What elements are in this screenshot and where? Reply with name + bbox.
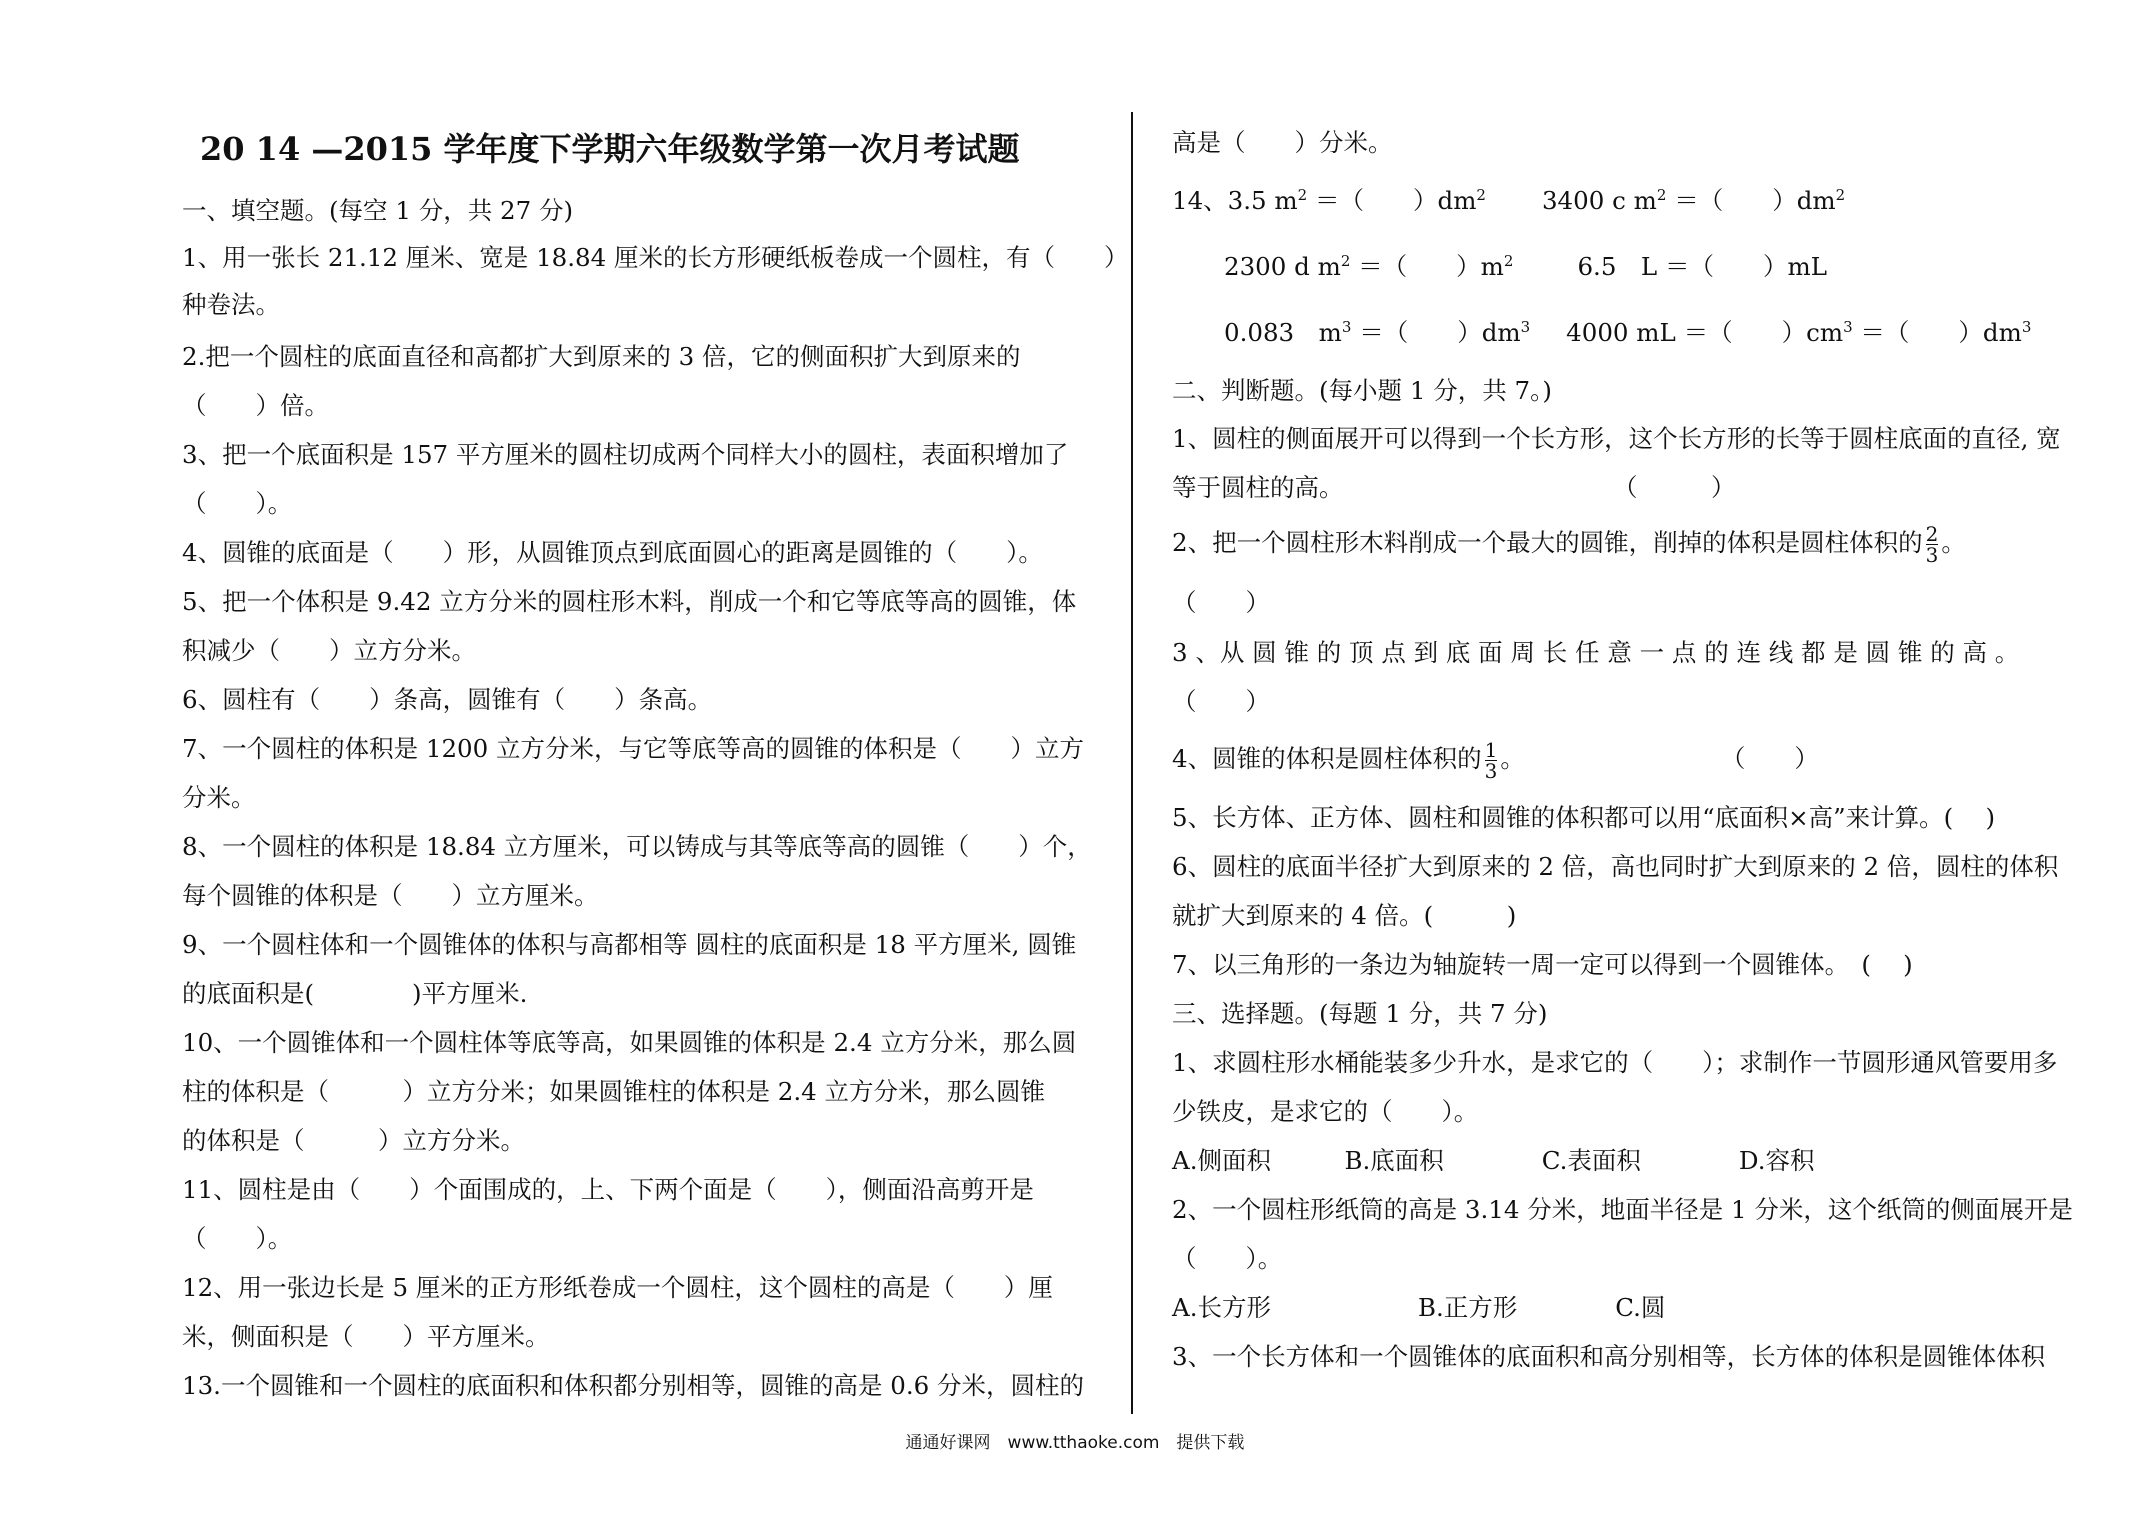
unit-conversion-row (1224, 252, 1827, 282)
question-line: 3、一个长方体和一个圆锥体的底面积和高分别相等，长方体的体积是圆锥体体积 (1172, 1342, 2046, 1371)
choice-options: A.侧面积 B.底面积 C.表面积 D.容积 (1172, 1146, 1815, 1175)
choice-options: A.长方形 B.正方形 C.圆 (1172, 1293, 1666, 1322)
unit-conversion-row (1172, 186, 1845, 216)
question-line: （ ）倍。 (182, 391, 329, 420)
superscript: 3 (1520, 318, 1531, 336)
fraction-denominator: 3 (1484, 759, 1498, 783)
superscript: 2 (1835, 186, 1846, 204)
question-line: 2.把一个圆柱的底面直径和高都扩大到原来的 3 倍，它的侧面积扩大到原来的 (182, 342, 1021, 371)
superscript: 2 (1503, 252, 1514, 270)
superscript: 2 (1476, 186, 1486, 204)
section-fill-blank-heading: 一、填空题。(每空 1 分，共 27 分) (182, 196, 574, 225)
conversion-text: ＝（ ）dm (1307, 186, 1477, 215)
fraction (1485, 740, 1498, 781)
question-line: 1、用一张长 21.12 厘米、宽是 18.84 厘米的长方形硬纸板卷成一个圆柱，有（ ） (182, 243, 1129, 272)
question-line: 种卷法。 (182, 290, 280, 319)
page-footer: 通通好课网 www.tthaoke.com 提供下载 (905, 1433, 1245, 1453)
question-line: 10、一个圆锥体和一个圆柱体等底等高，如果圆锥的体积是 2.4 立方分米，那么圆 (182, 1028, 1077, 1057)
question-line: 6、圆柱的底面半径扩大到原来的 2 倍，高也同时扩大到原来的 2 倍，圆柱的体积 (1172, 852, 2059, 881)
unit-conversion-row (1224, 318, 2031, 348)
question-line: 的体积是（ ）立方分米。 (182, 1126, 525, 1155)
fraction-numerator: 1 (1484, 738, 1498, 762)
question-line: 每个圆锥的体积是（ ）立方厘米。 (182, 881, 599, 910)
question-line: 1、求圆柱形水桶能装多少升水，是求它的（ ）；求制作一节圆形通风管要用多 (1172, 1048, 2058, 1077)
question-line: 米，侧面积是（ ）平方厘米。 (182, 1322, 550, 1351)
question-line: 8、一个圆柱的体积是 18.84 立方厘米，可以铸成与其等底等高的圆锥（ ）个， (182, 832, 1092, 861)
question-text: 。 （ ） (1500, 744, 1819, 773)
question-line: 就扩大到原来的 4 倍。( ) (1172, 901, 1517, 930)
section-choice-heading: 三、选择题。(每题 1 分，共 7 分) (1172, 999, 1548, 1028)
superscript: 2 (1297, 186, 1308, 204)
conversion-text: 14、3.5 m (1172, 186, 1298, 215)
question-line: （ ） (1172, 687, 1270, 716)
superscript: 3 (2021, 318, 2032, 336)
question-line: 7、以三角形的一条边为轴旋转一周一定可以得到一个圆锥体。 ( ) (1172, 950, 1913, 979)
question-line: （ ）。 (1172, 1244, 1283, 1273)
superscript: 3 (1341, 318, 1352, 336)
question-line (1172, 524, 1966, 565)
question-line: 分米。 (182, 783, 256, 812)
question-line: 9、一个圆柱体和一个圆锥体的体积与高都相等 圆柱的底面积是 18 平方厘米, 圆锥 (182, 930, 1077, 959)
page-title: 20 14 —2015 学年度下学期六年级数学第一次月考试题 (200, 130, 1020, 168)
question-line: 高是（ ）分米。 (1172, 128, 1393, 157)
conversion-text: ＝（ ）dm (1351, 318, 1521, 347)
question-line: 的底面积是( )平方厘米. (182, 979, 528, 1008)
fraction (1926, 524, 1939, 565)
fraction-denominator: 3 (1925, 543, 1939, 567)
fraction-numerator: 2 (1925, 522, 1939, 546)
superscript: 3 (1843, 318, 1853, 336)
column-divider (1131, 112, 1133, 1414)
question-line: 6、圆柱有（ ）条高，圆锥有（ ）条高。 (182, 685, 713, 714)
conversion-text: 3400 c m (1541, 186, 1657, 215)
question-line: 柱的体积是（ ）立方分米；如果圆锥柱的体积是 2.4 立方分米，那么圆锥 (182, 1077, 1046, 1106)
question-line: 12、用一张边长是 5 厘米的正方形纸卷成一个圆柱，这个圆柱的高是（ ）厘 (182, 1273, 1053, 1302)
question-text: 4、圆锥的体积是圆柱体积的 (1172, 744, 1482, 773)
question-line: 3、把一个底面积是 157 平方厘米的圆柱切成两个同样大小的圆柱，表面积增加了 (182, 440, 1069, 469)
question-line (1172, 740, 1819, 781)
question-line: 5、长方体、正方体、圆柱和圆锥的体积都可以用“底面积×高”来计算。( ) (1172, 803, 1996, 832)
question-line: （ ） (1172, 588, 1270, 617)
question-line: 4、圆锥的底面是（ ）形，从圆锥顶点到底面圆心的距离是圆锥的（ ）。 (182, 538, 1043, 567)
question-line: 5、把一个体积是 9.42 立方分米的圆柱形木料，削成一个和它等底等高的圆锥，体 (182, 587, 1077, 616)
question-line: 7、一个圆柱的体积是 1200 立方分米，与它等底等高的圆锥的体积是（ ）立方 (182, 734, 1085, 763)
question-line: 等于圆柱的高。 （ ） (1172, 473, 1736, 502)
conversion-text: 4000 mL ＝（ ）cm (1566, 318, 1844, 347)
superscript: 2 (1340, 252, 1351, 270)
section-judgement-heading: 二、判断题。(每小题 1 分，共 7。) (1172, 376, 1552, 405)
question-line: 11、圆柱是由（ ）个面围成的，上、下两个面是（ ），侧面沿高剪开是 (182, 1175, 1034, 1204)
question-line: （ ）。 (182, 1224, 293, 1253)
question-text: 2、把一个圆柱形木料削成一个最大的圆锥，削掉的体积是圆柱体积的 (1172, 528, 1923, 557)
question-line: 1、圆柱的侧面展开可以得到一个长方形，这个长方形的长等于圆柱底面的直径, 宽 (1172, 424, 2061, 453)
question-line: 13.一个圆锥和一个圆柱的底面积和体积都分别相等，圆锥的高是 0.6 分米，圆柱的 (182, 1371, 1084, 1400)
question-line: 3 、从 圆 锥 的 顶 点 到 底 面 周 长 任 意 一 点 的 连 线 都 是 圆 锥 的 高 。 (1172, 638, 2020, 667)
conversion-text: ＝（ ）dm (1666, 186, 1836, 215)
conversion-text: 2300 d m (1224, 252, 1341, 281)
conversion-text: 6.5 L ＝（ ）mL (1577, 252, 1827, 281)
conversion-text: ＝（ ）m (1350, 252, 1504, 281)
question-line: 2、一个圆柱形纸筒的高是 3.14 分米，地面半径是 1 分米，这个纸筒的侧面展开是 (1172, 1195, 2073, 1224)
question-line: （ ）。 (182, 489, 293, 518)
superscript: 2 (1656, 186, 1667, 204)
conversion-text: ＝（ ）dm (1852, 318, 2022, 347)
question-line: 积减少（ ）立方分米。 (182, 636, 476, 665)
question-text: 。 (1941, 528, 1966, 557)
conversion-text: 0.083 m (1224, 318, 1342, 347)
question-line: 少铁皮，是求它的（ ）。 (1172, 1097, 1479, 1126)
